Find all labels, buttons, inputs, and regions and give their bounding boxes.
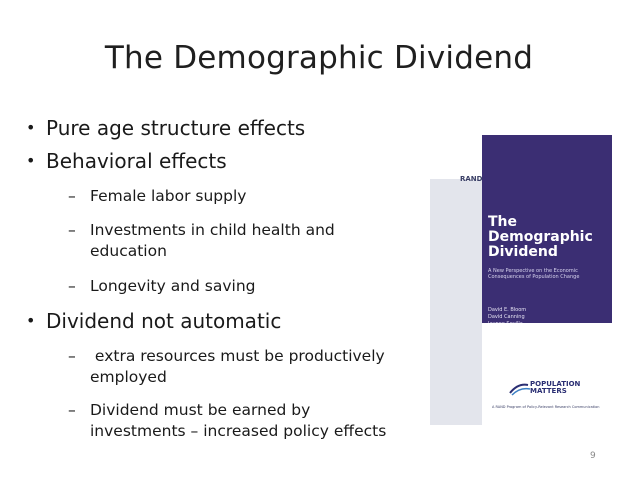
sub-bullet-item [68,346,385,388]
sub-bullet-text: extra resources must be productively [90,347,385,365]
sub-bullet-text: Investments in child health and [90,221,335,239]
dash-glyph: – [68,187,76,205]
cover-lower-panel [482,323,612,425]
cover-title-line: Demographic [488,229,593,245]
sub-bullet-text: Female labor supply [90,187,247,205]
bullet-glyph: • [26,311,36,330]
sub-bullet-item [68,220,335,262]
cover-title [488,215,593,260]
sub-bullet-continuation: education [90,242,167,260]
bullet-item [26,149,227,173]
dash-glyph: – [68,401,76,419]
dash-glyph: – [68,277,76,295]
bullet-glyph: • [26,151,36,170]
sub-bullet-item [68,276,256,297]
sub-bullet-text: Dividend must be earned by [90,401,311,419]
sub-bullet-item [68,186,246,207]
cover-title-line: Dividend [488,244,558,260]
sub-bullet-continuation: investments – increased policy effects [90,422,387,440]
cover-logo-line: MATTERS [530,387,567,395]
bullet-glyph: • [26,118,36,137]
sub-bullet-continuation: employed [90,368,167,386]
cover-logo-text [530,381,580,395]
book-cover-image [430,135,612,425]
bullet-item [26,116,305,140]
cover-logo-line: POPULATION [530,380,581,388]
dash-glyph: – [68,347,76,365]
cover-logo-subtitle: A RAND Program of Policy-Relevant Research Communication [492,405,600,409]
bullet-text: Pure age structure effects [46,116,306,140]
dash-glyph: – [68,221,76,239]
page-number: 9 [590,451,596,461]
bullet-item [26,309,281,333]
sub-bullet-text: Longevity and saving [90,277,256,295]
bullet-text: Dividend not automatic [46,309,282,333]
sub-bullet-item [68,400,386,442]
cover-publisher: RAND [460,175,483,183]
slide-title: The Demographic Dividend [104,40,534,76]
cover-author: David E. Bloom [488,307,527,313]
bullet-text: Behavioral effects [46,149,227,173]
cover-title-line: The [488,214,518,230]
cover-subtitle: A New Perspective on the Economic Consequences of Population Change [488,268,580,280]
cover-author: David Canning [488,314,525,320]
